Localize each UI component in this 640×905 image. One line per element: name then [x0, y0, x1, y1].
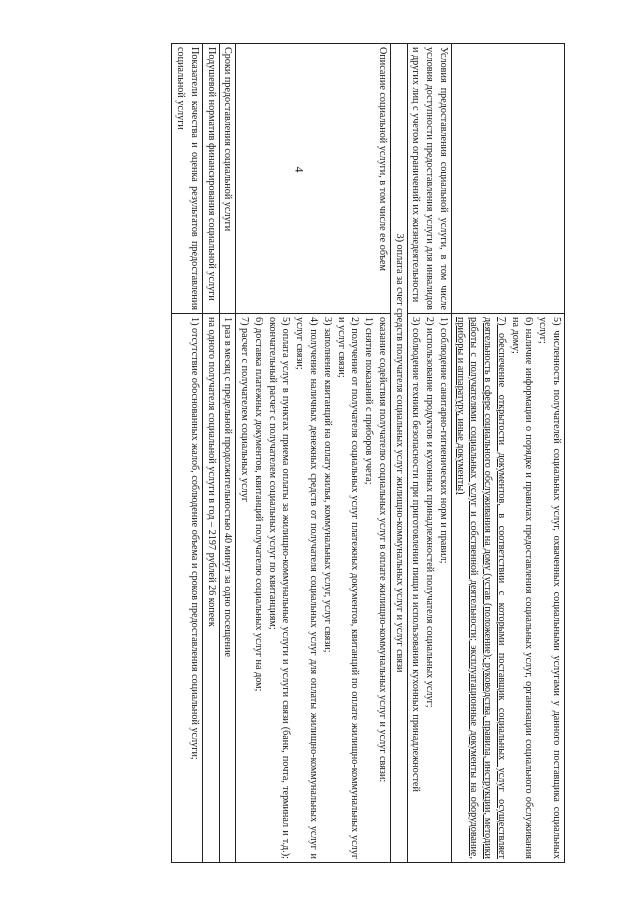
list-item: на одного получателя социальной услуги в год – 2197 рублей 26 копеек — [205, 316, 217, 627]
list-item: 2) использование продуктов и кухонных принадлежностей получателя социальных услуг; — [424, 316, 436, 708]
list-item: 1 раз в месяц с предельной продолжительностью 40 минут за одно посещение — [222, 316, 234, 657]
table-row — [451, 43, 564, 862]
row-label — [451, 43, 564, 313]
row-label: Показатели качества и оценка результатов предоставления социальной услуги — [172, 43, 203, 313]
row-content — [451, 313, 564, 862]
list-item: 3) соблюдение техники безопасности при приготовлении пищи и использовании кухонных принадлежностей — [410, 316, 422, 792]
section-header-row — [390, 43, 407, 862]
row-label: Условия предоставления социальной услуги, в том числе условия доступности предоставления услуги для инвалидов и других лиц с учетом ограничений их жизнедеятельности — [407, 43, 451, 313]
page-number: 4 — [292, 166, 307, 173]
table-row — [219, 43, 236, 862]
list-item: 4) получение наличных денежных средств от получателя социальных услуг для оплаты жилищно-коммунальных услуг и услуг связи; — [294, 316, 319, 859]
list-item: 1) снятие показаний с приборов учета; — [363, 316, 375, 485]
list-item: 1) соблюдение санитарно-гигиенических норм и правил; — [437, 316, 449, 564]
list-item: оказание содействия получателю социальных услуг в оплате жилищно-коммунальных услуг и услуг связи: — [376, 316, 388, 782]
list-item: 7) обеспечение открытости документов, в соответствии с которыми поставщик социальных услуг осуществляет деятельность в сфере социального обслуживания на дому (устав (положение); руководства, правила, инструкции, методики работы с получателями социальных услуг и собственной деятельности; эксплуатационные документы на оборудование, приборы и аппаратуру, иные документы) — [454, 316, 507, 859]
list-item: 3) заполнение квитанций на оплату жилья, коммунальных услуг, услуг связи; — [321, 316, 333, 653]
list-item: 5) оплата услуг в пунктах приема оплаты за жилищно-коммунальные услуги и услуги связи (банк, почта, терминал и т.д.); окончательный расчет с получателем социальных услуг по квитанциям; — [266, 316, 292, 859]
row-content — [219, 313, 236, 862]
row-content — [172, 313, 203, 862]
table-row — [202, 43, 219, 862]
rotated-page-content — [75, 43, 565, 863]
row-content — [202, 313, 219, 862]
table-row — [407, 43, 451, 862]
row-label: Описание социальной услуги, в том числе ее объем — [236, 43, 390, 313]
list-item: 6) доставка платежных документов, квитанций получателю социальных услуг на дом; — [252, 316, 264, 691]
row-label: Подушевой норматив финансирования социальной услуги — [202, 43, 219, 313]
row-content — [407, 313, 451, 862]
list-item: 6) наличие информации о порядке и правилах предоставления социальных услуг, организации социального обслуживания на дому; — [509, 316, 535, 859]
row-content — [236, 313, 390, 862]
list-item: 7) расчет с получателем социальных услуг — [239, 316, 251, 502]
section-title: 3) оплата за счет средств получателя социальных услуг жилищно-коммунальных услуг и услуг связи — [390, 43, 407, 862]
list-item: 5) численность получателей социальных услуг, охваченных социальными услугами у данного поставщика социальных услуг; — [537, 316, 562, 859]
list-item: 2) получение от получателя социальных услуг платежных документов, квитанций по оплате жилищно-коммунальных услуг и услуг связи; — [335, 316, 361, 859]
table-row — [236, 43, 390, 862]
service-table — [171, 43, 565, 863]
table-row — [172, 43, 203, 862]
list-item: 1) отсутствие обоснованных жалоб, соблюдение объема и сроков предоставления социальной услуги; — [188, 316, 200, 760]
row-label: Сроки предоставления социальной услуги — [219, 43, 236, 313]
